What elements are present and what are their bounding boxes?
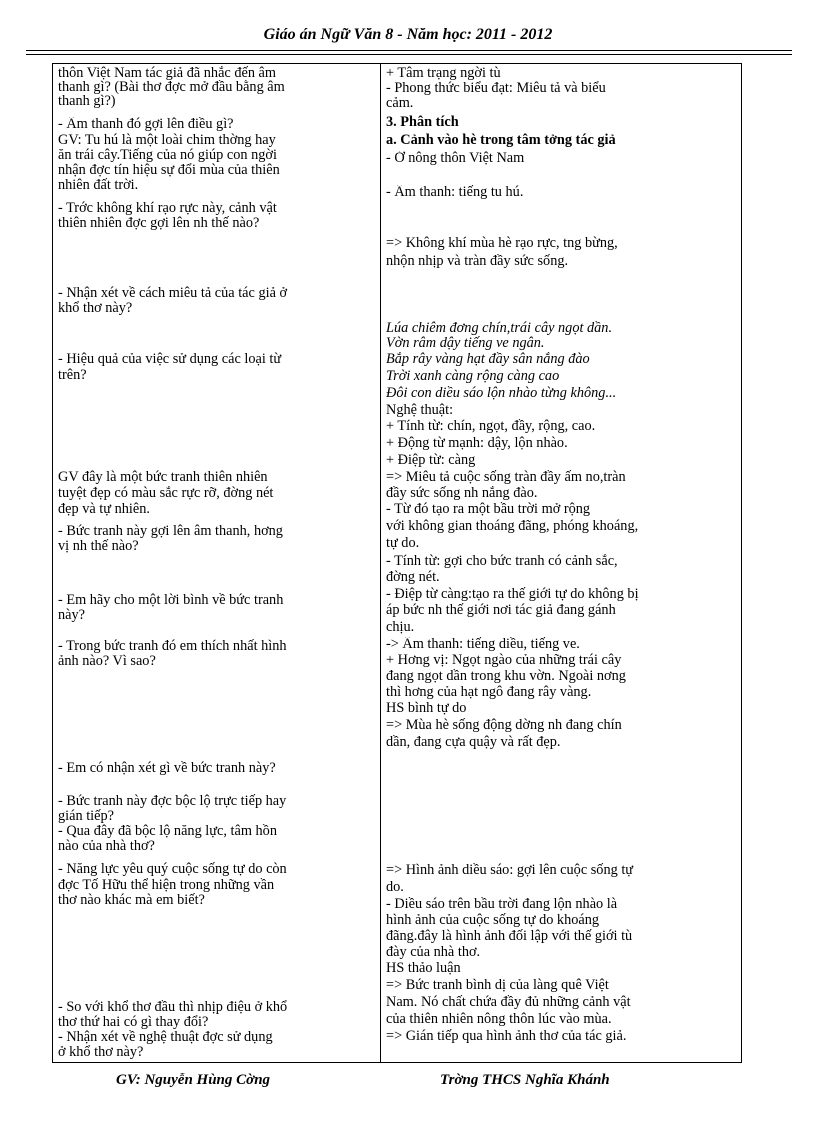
footer-teacher-name: GV: Nguyễn Hùng Cờng xyxy=(116,1072,271,1088)
teacher-question-line: ảnh nào? Vì sao? xyxy=(58,654,156,668)
teacher-question-line: - Em có nhận xét gì về bức tranh này? xyxy=(58,761,276,775)
content-text-line: đờng nét. xyxy=(386,570,440,584)
teacher-question-line: - Nhận xét về cách miêu tả của tác giả ở xyxy=(58,286,288,300)
content-text-line: => Hình ảnh diều sáo: gợi lên cuộc sống tự xyxy=(386,863,634,877)
teacher-question-line: đợc Tố Hữu thể hiện trong những vần xyxy=(58,878,275,892)
teacher-question-line: - So với khổ thơ đầu thì nhịp điệu ở khổ xyxy=(58,1000,288,1014)
content-text-line: => Mùa hè sống động dờng nh đang chín xyxy=(386,718,622,732)
content-text-line: Trời xanh càng rộng càng cao xyxy=(386,369,560,383)
teacher-question-line: nhiên đất trời. xyxy=(58,178,139,192)
content-text-line: Đôi con diều sáo lộn nhào từng không... xyxy=(386,386,617,400)
content-text-line: + Hơng vị: Ngọt ngào của những trái cây xyxy=(386,653,622,667)
teacher-question-line: - Hiệu quả của việc sử dụng các loại từ xyxy=(58,352,282,366)
content-text-line: + Tâm trạng ngời tù xyxy=(386,66,501,80)
teacher-question-line: - Qua đây đã bộc lộ năng lực, tâm hồn xyxy=(58,824,277,838)
content-text-line: chịu. xyxy=(386,620,415,634)
content-text-line: 3. Phân tích xyxy=(386,115,459,129)
teacher-question-line: thanh gì?) xyxy=(58,94,116,108)
content-text-line: tự do. xyxy=(386,536,420,550)
content-text-line: - Từ đó tạo ra một bầu trời mở rộng xyxy=(386,502,591,516)
teacher-question-line: gián tiếp? xyxy=(58,809,114,823)
teacher-question-line: trên? xyxy=(58,368,87,382)
teacher-question-line: - Âm thanh đó gợi lên điều gì? xyxy=(58,117,234,131)
content-text-line: - Phong thức biểu đạt: Miêu tả và biểu xyxy=(386,81,606,95)
content-text-line: HS thảo luận xyxy=(386,961,461,975)
content-text-line: hình ảnh của cuộc sống tự do khoáng xyxy=(386,913,600,927)
teacher-question-line: vị nh thế nào? xyxy=(58,539,139,553)
content-text-line: Vờn râm dậy tiếng ve ngân. xyxy=(386,336,545,350)
content-text-line: => Miêu tả cuộc sống tràn đầy ấm no,tràn xyxy=(386,470,626,484)
footer-school-name: Trờng THCS Nghĩa Khánh xyxy=(440,1072,610,1088)
content-text-line: => Không khí mùa hè rạo rực, tng bừng, xyxy=(386,236,618,250)
teacher-question-line: này? xyxy=(58,608,85,622)
content-text-line: - Diều sáo trên bầu trời đang lộn nhào là xyxy=(386,897,618,911)
content-text-line: do. xyxy=(386,880,404,894)
content-text-line: dần, đang cựa quậy và rất đẹp. xyxy=(386,735,561,749)
header-rule-bottom xyxy=(26,54,792,55)
content-text-line: + Điệp từ: càng xyxy=(386,453,476,467)
teacher-question-line: - Trớc không khí rạo rực này, cảnh vật xyxy=(58,201,277,215)
teacher-question-line: - Trong bức tranh đó em thích nhất hình xyxy=(58,639,287,653)
content-text-line: của thiên nhiên nông thôn lúc vào mùa. xyxy=(386,1012,612,1026)
header-rule-top xyxy=(26,50,792,51)
content-text-line: - Âm thanh: tiếng tu hú. xyxy=(386,185,524,199)
teacher-question-line: - Năng lực yêu quý cuộc sống tự do còn xyxy=(58,862,287,876)
content-text-line: thì hơng của hạt ngô đang rây vàng. xyxy=(386,685,592,699)
content-text-line: với không gian thoáng đãng, phóng khoáng, xyxy=(386,519,639,533)
teacher-question-line: thơ thứ hai có gì thay đổi? xyxy=(58,1015,209,1029)
teacher-question-line: - Nhận xét về nghệ thuật đợc sử dụng xyxy=(58,1030,273,1044)
content-text-line: a. Cảnh vào hè trong tâm tởng tác giả xyxy=(386,133,616,147)
content-text-line: - Tính từ: gợi cho bức tranh có cảnh sắc, xyxy=(386,554,618,568)
column-divider xyxy=(380,64,381,1062)
content-text-line: áp bức nh thế giới nơi tác giả đang gánh xyxy=(386,603,616,617)
content-text-line: đầy sức sống nh nắng đào. xyxy=(386,486,538,500)
teacher-question-line: khổ thơ này? xyxy=(58,301,133,315)
content-text-line: Lúa chiêm đơng chín,trái cây ngọt dần. xyxy=(386,321,613,335)
content-text-line: => Gián tiếp qua hình ảnh thơ của tác giả. xyxy=(386,1029,627,1043)
teacher-question-line: - Bức tranh này đợc bộc lộ trực tiếp hay xyxy=(58,794,287,808)
page-header-title: Giáo án Ngữ Văn 8 - Năm học: 2011 - 2012 xyxy=(263,26,553,43)
teacher-question-line: nào của nhà thơ? xyxy=(58,839,155,853)
content-text-line: cảm. xyxy=(386,96,414,110)
teacher-question-line: ăn trái cây.Tiếng của nó giúp con ngời xyxy=(58,148,277,162)
teacher-question-line: thanh gì? (Bài thơ đợc mở đầu bằng âm xyxy=(58,80,285,94)
teacher-question-line: - Bức tranh này gợi lên âm thanh, hơng xyxy=(58,524,283,538)
content-text-line: - Điệp từ càng:tạo ra thế giới tự do không bị xyxy=(386,587,639,601)
teacher-question-line: thơ nào khác mà em biết? xyxy=(58,893,205,907)
content-text-line: - Ở nông thôn Việt Nam xyxy=(386,151,525,165)
teacher-question-line: thôn Việt Nam tác giả đã nhắc đến âm xyxy=(58,66,277,80)
content-text-line: đang ngọt dần trong khu vờn. Ngoài nơng xyxy=(386,669,626,683)
teacher-question-line: tuyệt đẹp có màu sắc rực rỡ, đờng nét xyxy=(58,486,274,500)
teacher-question-line: đẹp và tự nhiên. xyxy=(58,502,150,516)
lesson-table xyxy=(52,63,742,1063)
content-text-line: HS bình tự do xyxy=(386,701,467,715)
teacher-question-line: nhận đợc tín hiệu sự đổi mùa của thiên xyxy=(58,163,280,177)
content-text-line: + Tính từ: chín, ngọt, đầy, rộng, cao. xyxy=(386,419,596,433)
teacher-question-line: GV: Tu hú là một loài chim thờng hay xyxy=(58,133,276,147)
content-text-line: nhộn nhịp và tràn đầy sức sống. xyxy=(386,254,569,268)
content-text-line: Nghệ thuật: xyxy=(386,403,454,417)
content-text-line: -> Âm thanh: tiếng diều, tiếng ve. xyxy=(386,637,580,651)
teacher-question-line: thiên nhiên đợc gợi lên nh thế nào? xyxy=(58,216,260,230)
content-text-line: Bắp rây vàng hạt đầy sân nắng đào xyxy=(386,352,590,366)
teacher-question-line: GV đây là một bức tranh thiên nhiên xyxy=(58,470,268,484)
content-text-line: đãng.đây là hình ảnh đối lập với thế giới tù xyxy=(386,929,633,943)
teacher-question-line: ở khổ thơ này? xyxy=(58,1045,144,1059)
content-text-line: => Bức tranh bình dị của làng quê Việt xyxy=(386,978,609,992)
content-text-line: Nam. Nó chất chứa đầy đủ những cảnh vật xyxy=(386,995,631,1009)
content-text-line: + Động từ mạnh: dậy, lộn nhào. xyxy=(386,436,568,450)
content-text-line: đày của nhà thơ. xyxy=(386,945,481,959)
teacher-question-line: - Em hãy cho một lời bình về bức tranh xyxy=(58,593,284,607)
